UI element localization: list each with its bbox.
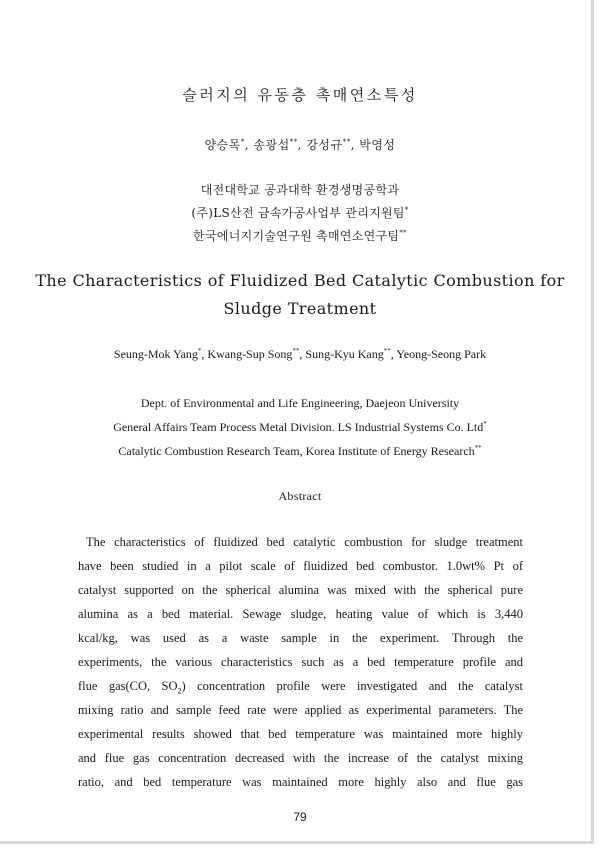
affiliation-text: Catalytic Combustion Research Team, Korea Institute of Energy Research [118,444,475,458]
english-affiliation [0,396,600,411]
korean-affiliation [0,181,600,198]
abstract-line: alumina as a bed material. Sewage sludge, heating value of which is 3,440 [78,607,523,621]
korean-author: 양승목 [204,138,241,152]
abstract-heading: Abstract [278,489,322,503]
abstract-line: experiments, the various characteristics such as a bed temperature profile and [78,655,523,669]
subscript-two: 2 [177,686,182,696]
affiliation-mark: * [483,420,487,428]
korean-title: 슬러지의 유동층 촉매연소특성 [182,86,418,104]
affiliation-mark: ** [342,138,351,146]
abstract-line: have been studied in a pilot scale of fluidized bed combustor. 1.0wt% Pt of [78,559,523,573]
affiliation-mark: * [197,347,202,355]
korean-affiliation [0,204,600,221]
english-author: Seung-Mok Yang [113,347,198,361]
english-title-line: The Characteristics of Fluidized Bed Catalytic Combustion for [35,271,565,290]
english-author: Yeong-Seong Park [396,347,487,361]
affiliation-text: 대전대학교 공과대학 환경생명공학과 [200,183,400,197]
affiliation-mark: ** [292,347,300,355]
korean-author: 박영성 [359,138,396,152]
english-author: Sung-Kyu Kang [305,347,384,361]
korean-author: 송광섭 [253,138,290,152]
affiliation-mark: ** [474,444,482,452]
abstract-line: catalyst supported on the spherical alumina was mixed with the spherical pure [78,583,523,597]
affiliation-mark: * [240,138,245,146]
affiliation-mark: ** [399,229,407,237]
page-number: 79 [293,810,307,824]
abstract-line: kcal/kg, was used as a waste sample in the experiment. Through the [78,631,523,645]
korean-author: 강성규 [306,138,343,152]
affiliation-text: Dept. of Environmental and Life Engineering, Daejeon University [140,396,460,410]
affiliation-mark: * [404,206,409,214]
abstract-line: experimental results showed that bed temperature was maintained more highly [78,727,523,741]
english-title-line: Sludge Treatment [223,299,377,318]
korean-author-list: 양승목*, 송광섭**, 강성규**, 박영성 [204,138,396,152]
abstract-line: flue gas(CO, $SO_2$) concentration profile were investigated and the catalyst [78,679,523,696]
english-affiliation [0,444,600,459]
affiliation-text: General Affairs Team Process Metal Division. LS Industrial Systems Co. Ltd [113,420,484,434]
abstract-line: mixing ratio and sample feed rate were applied as experimental parameters. The [78,703,523,717]
abstract-line: ratio, and bed temperature was maintained more highly also and flue gas [78,775,523,789]
affiliation-mark: ** [289,138,298,146]
affiliation-text: 한국에너지기술연구원 촉매연소연구팀 [193,229,400,243]
english-author-list: Seung-Mok Yang*, Kwang-Sup Song**, Sung-Kyu Kang**, Yeong-Seong Park [113,347,487,361]
english-affiliation [0,420,600,435]
abstract-line: and flue gas concentration decreased with the increase of the catalyst mixing [78,751,523,765]
affiliation-mark: ** [383,347,391,355]
abstract-line: The characteristics of fluidized bed catalytic combustion for sludge treatment [86,535,523,549]
korean-affiliation [0,227,600,244]
affiliation-text: (주)LS산전 금속가공사업부 관리지원팀 [191,206,405,220]
english-author: Kwang-Sup Song [207,347,293,361]
